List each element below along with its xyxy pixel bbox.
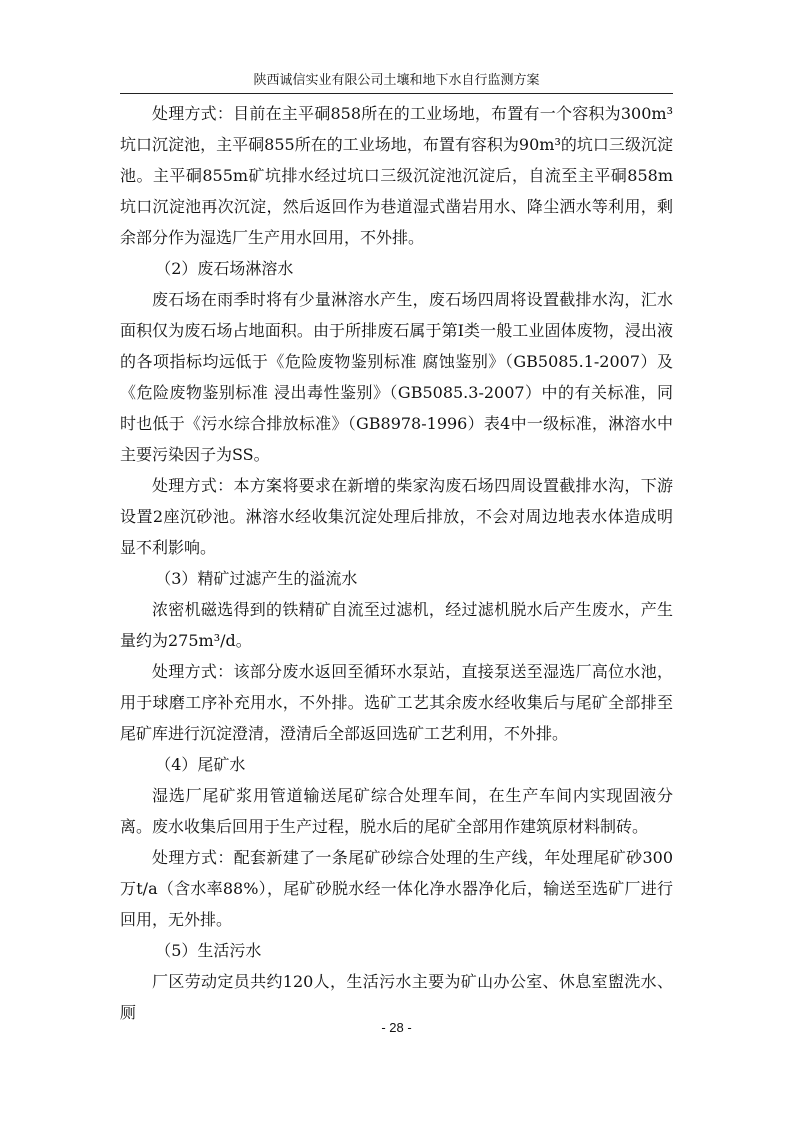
paragraph-filter-overflow: 浓密机磁选得到的铁精矿自流至过滤机，经过滤机脱水后产生废水，产生量约为275m³/d。 [120, 600, 673, 650]
header-divider [120, 93, 673, 94]
subheading-filter-overflow: （3）精矿过滤产生的溢流水 [155, 569, 358, 588]
paragraph-waste-rock-leachate: 废石场在雨季时将有少量淋溶水产生，废石场四周将设置截排水沟，汇水面积仅为废石场占地面积。由于所排废石属于第Ⅰ类一般工业固体废物，浸出液的各项指标均远低于《危险废物鉴别标准 腐蚀鉴别》（GB5085.1-2007）及《危险废物鉴别标准 浸出毒性鉴别》（GB5085.3-2007）中的有关标准，同时也低于《污水综合排放标准》（GB8978-1996）表4中一级标准，淋溶水中主要污染因子为SS。 [120, 290, 673, 464]
paragraph-treatment-leachate: 处理方式：本方案将要求在新增的柴家沟废石场四周设置截排水沟，下游设置2座沉砂池。淋溶水经收集沉淀处理后排放，不会对周边地表水体造成明显不利影响。 [120, 476, 673, 557]
page-number: - 28 - [381, 1020, 412, 1035]
subheading-domestic-sewage: （5）生活污水 [155, 941, 262, 960]
paragraph-tailings-water: 湿选厂尾矿浆用管道输送尾矿综合处理车间，在生产车间内实现固液分离。废水收集后回用于生产过程，脱水后的尾矿全部用作建筑原材料制砖。 [120, 786, 673, 836]
paragraph-treatment-mine-water: 处理方式：目前在主平硐858所在的工业场地，布置有一个容积为300m³坑口沉淀池，主平硐855所在的工业场地，布置有容积为90m³的坑口三级沉淀池。主平硐855m矿坑排水经过坑口三级沉淀池沉淀后，自流至主平硐858m坑口沉淀池再次沉淀，然后返回作为巷道湿式凿岩用水、降尘洒水等利用，剩余部分作为湿选厂生产用水回用，不外排。 [120, 104, 673, 247]
paragraph-treatment-overflow: 处理方式：该部分废水返回至循环水泵站，直接泵送至湿选厂高位水池，用于球磨工序补充用水，不外排。选矿工艺其余废水经收集后与尾矿全部排至尾矿库进行沉淀澄清，澄清后全部返回选矿工艺利用，不外排。 [120, 662, 673, 743]
subheading-waste-rock-leachate: （2）废石场淋溶水 [155, 259, 294, 278]
paragraph-domestic-sewage: 厂区劳动定员共约120人，生活污水主要为矿山办公室、休息室盥洗水、厕 [120, 972, 673, 1022]
running-header: 陕西诚信实业有限公司土壤和地下水自行监测方案 [253, 73, 540, 88]
paragraph-treatment-tailings: 处理方式：配套新建了一条尾矿砂综合处理的生产线，年处理尾矿砂300万t/a（含水率88%），尾矿砂脱水经一体化净水器净化后，输送至选矿厂进行回用，无外排。 [120, 848, 673, 929]
subheading-tailings-water: （4）尾矿水 [155, 755, 246, 774]
document-body [120, 98, 673, 1028]
